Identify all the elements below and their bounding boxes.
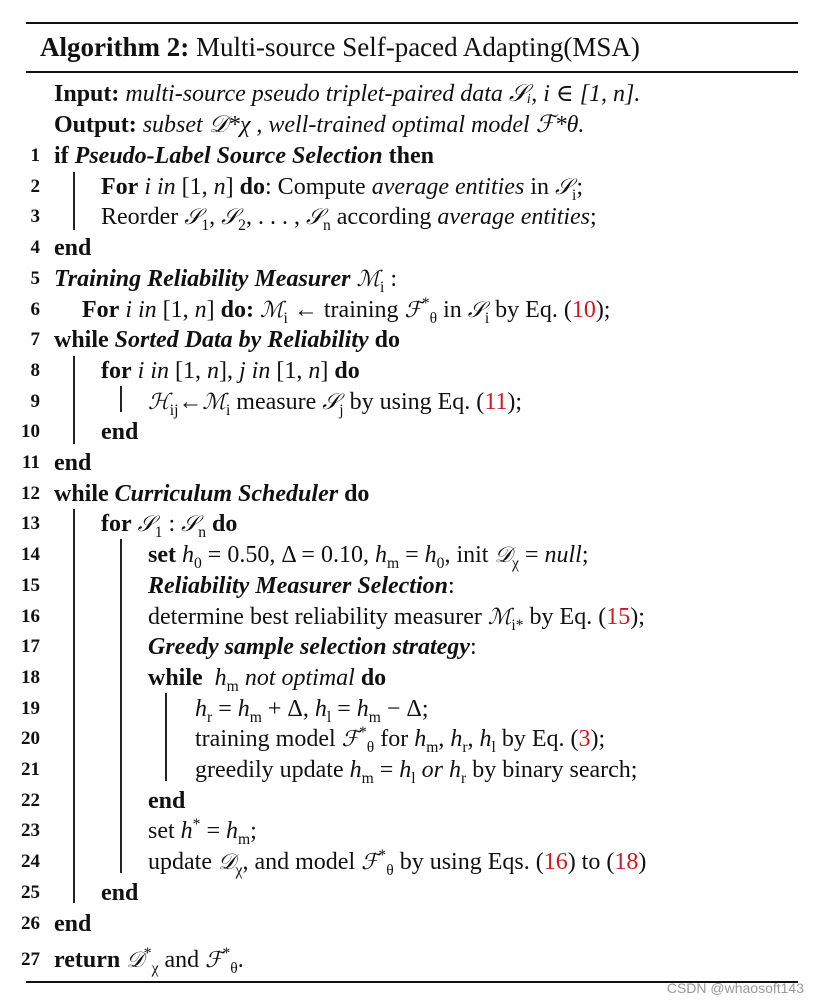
line-code: end [54, 235, 92, 262]
line-code: end [54, 450, 92, 476]
line-number: 3 [30, 206, 40, 228]
line-code: end [54, 910, 92, 937]
watermark: CSDN @whaosoft143 [666, 980, 804, 996]
title-rule [26, 71, 798, 73]
line-number: 5 [30, 267, 40, 289]
line-number: 26 [21, 912, 40, 934]
line-number: 6 [30, 298, 40, 320]
line-number: 27 [21, 949, 40, 971]
line-number: 13 [21, 513, 40, 535]
line-number: 1 [30, 145, 40, 166]
line-number: 9 [30, 390, 40, 412]
line-number: 12 [21, 482, 40, 504]
line-code: while Curriculum Scheduler do [54, 480, 370, 507]
line-number: 10 [21, 421, 40, 443]
line-code: end [101, 879, 139, 906]
line-number: 4 [30, 237, 40, 259]
line-code: return 𝒟*$_\chi$ and ℱ*$_\theta$. [54, 945, 244, 977]
indent-bar [73, 509, 75, 903]
line-code: ℋ$_{ij}$←ℳ$_i$ measure 𝒮$_j$ by using Eq. (11); [148, 388, 523, 419]
indent-bar [165, 693, 167, 781]
line-code: For i in [1, n] do: ℳ$_i$ ← training ℱ*$_\theta$ in 𝒮$_i$ by Eq. (10); [82, 294, 611, 327]
algorithm-name: Multi-source Self-paced Adapting(MSA) [195, 32, 640, 62]
line-code: For i in [1, n] do: Compute average entities in 𝒮$_i$; [101, 173, 584, 204]
line-number: 21 [21, 759, 40, 780]
indent-bar [120, 386, 122, 412]
line-number: 16 [21, 605, 40, 627]
output-text: subset 𝒟*χ , well-trained optimal model ℱ*θ. [142, 112, 585, 138]
line-number: 17 [21, 636, 40, 658]
line-number: 15 [21, 574, 40, 596]
line-code: Reliability Measurer Selection: [148, 572, 455, 599]
indent-bar [73, 356, 75, 444]
top-rule [26, 22, 798, 24]
line-number: 11 [22, 452, 40, 473]
line-number: 14 [21, 544, 40, 566]
line-code: Training Reliability Measurer ℳ$_i$ : [54, 265, 398, 296]
line-code: $h_r = h_m + \Delta$, $h_l = h_m - \Delta$; [195, 695, 429, 726]
line-code: if Pseudo-Label Source Selection then [54, 143, 434, 169]
line-code: update 𝒟$_\chi$, and model ℱ*$_\theta$ by using Eqs. (16) to (18) [148, 847, 647, 879]
indent-bar [73, 172, 75, 230]
line-number: 22 [21, 789, 40, 811]
line-number: 19 [21, 697, 40, 719]
line-code: Greedy sample selection strategy: [148, 634, 477, 661]
algorithm-label: Algorithm 2: [40, 32, 190, 62]
indent-bar [120, 539, 122, 873]
line-number: 18 [21, 666, 40, 688]
line-number: 2 [30, 175, 40, 197]
line-number: 24 [21, 851, 40, 873]
input-text: multi-source pseudo triplet-paired data 𝒮ᵢ, i ∈ [1, n]. [125, 81, 641, 107]
line-code: while $h_m$ not optimal do [148, 664, 387, 695]
line-code: end [101, 419, 139, 446]
output-label: Output: [54, 112, 137, 138]
line-number: 23 [21, 820, 40, 842]
line-number: 20 [21, 728, 40, 750]
line-number: 7 [30, 329, 40, 351]
line-code: set $h_0 = 0.50$, Δ = 0.10, $h_m = h_0$, init 𝒟$_\chi$ = null; [148, 542, 589, 572]
line-code: end [148, 787, 186, 814]
line-code: for i in [1, n], j in [1, n] do [101, 357, 360, 384]
line-code: determine best reliability measurer ℳ$_{i*}$ by Eq. (15); [148, 603, 645, 634]
input-label: Input: [54, 81, 120, 107]
line-code: greedily update $h_m = h_l$ or $h_r$ by binary search; [195, 757, 638, 787]
line-code: while Sorted Data by Reliability do [54, 327, 401, 354]
line-number: 25 [21, 881, 40, 903]
line-code: training model ℱ*$_\theta$ for $h_m$, $h_r$, $h_l$ by Eq. (3); [195, 724, 606, 757]
line-code: set $h^* = h_m$; [148, 816, 257, 849]
algorithm-title [40, 30, 640, 64]
line-number: 8 [30, 359, 40, 381]
line-code: Reorder 𝒮$_1$, 𝒮$_2$, . . . , 𝒮$_n$ according average entities; [101, 204, 597, 235]
line-code: for 𝒮$_1$ : 𝒮$_n$ do [101, 511, 238, 542]
